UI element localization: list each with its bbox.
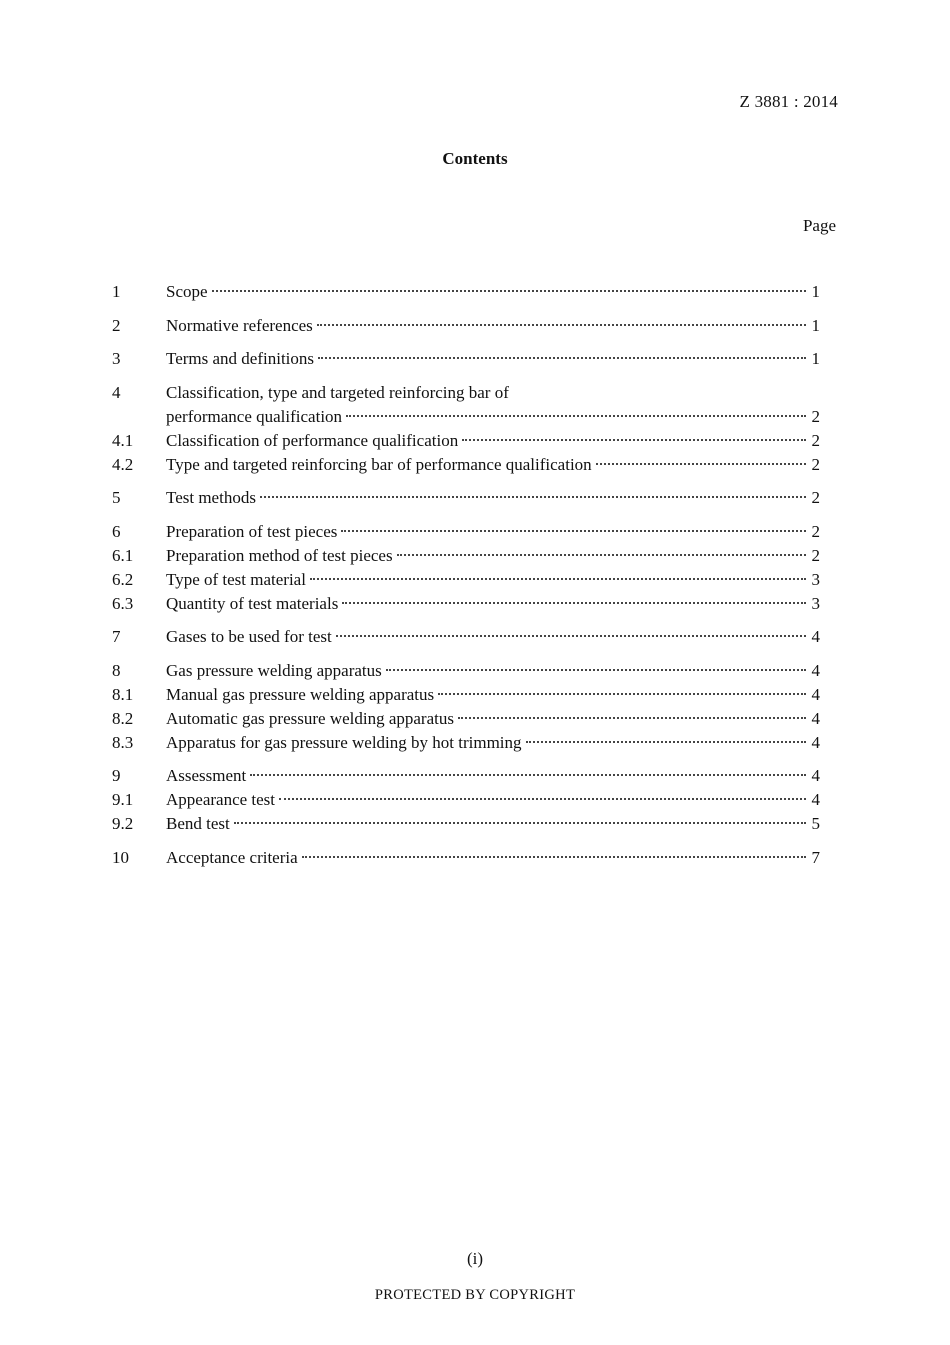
toc-entry-title: Classification, type and targeted reinforcing bar of bbox=[166, 382, 509, 402]
toc-entry[interactable] bbox=[112, 405, 820, 429]
toc-entry[interactable] bbox=[112, 347, 820, 371]
page-column-label: Page bbox=[802, 216, 836, 235]
toc-entry-number: 8.2 bbox=[112, 708, 134, 728]
toc-leader-dots bbox=[260, 496, 806, 498]
toc-entry[interactable] bbox=[112, 429, 820, 453]
toc-entry-number: 1 bbox=[112, 282, 121, 301]
toc-entry-title: Scope bbox=[166, 282, 208, 301]
toc-entry-title: Appearance test bbox=[166, 790, 276, 809]
toc-entry[interactable] bbox=[112, 381, 820, 405]
toc-leader-dots bbox=[279, 798, 806, 800]
toc-entry-page: 4 bbox=[811, 660, 820, 680]
toc-entry-title: Normative references bbox=[166, 315, 313, 335]
toc-entry[interactable] bbox=[112, 453, 820, 477]
toc-entry[interactable] bbox=[112, 659, 820, 683]
toc-entry-number: 3 bbox=[112, 349, 121, 368]
toc-leader-dots bbox=[342, 602, 806, 604]
toc-leader-dots bbox=[234, 822, 806, 824]
toc-entry-page: 4 bbox=[811, 766, 820, 785]
toc-entry-page: 1 bbox=[811, 315, 820, 335]
toc-entry-number: 6.1 bbox=[112, 545, 134, 565]
toc-entry-number: 10 bbox=[112, 847, 129, 867]
toc-leader-dots bbox=[458, 717, 806, 719]
toc-entry[interactable] bbox=[112, 731, 820, 755]
toc-leader-dots bbox=[397, 554, 806, 556]
toc-leader-dots bbox=[317, 324, 806, 326]
toc-entry-title: Quantity of test materials bbox=[166, 593, 339, 613]
toc-entry-title: Gases to be used for test bbox=[166, 627, 332, 646]
toc-entry-number: 6.3 bbox=[112, 593, 134, 613]
toc-entry[interactable] bbox=[112, 486, 820, 510]
toc-entry-page: 4 bbox=[811, 708, 820, 728]
toc-entry-page: 5 bbox=[811, 814, 820, 833]
toc-entry-number: 9.1 bbox=[112, 790, 134, 809]
copyright-notice: PROTECTED BY COPYRIGHT bbox=[374, 1287, 576, 1303]
toc-entry-page: 1 bbox=[811, 349, 820, 368]
toc-entry-page: 3 bbox=[811, 569, 820, 589]
toc-entry-page: 2 bbox=[811, 454, 820, 474]
toc-leader-dots bbox=[302, 856, 806, 858]
toc-entry[interactable] bbox=[112, 544, 820, 568]
toc-entry-number: 4.2 bbox=[112, 454, 134, 474]
toc-entry-title: Assessment bbox=[166, 766, 247, 785]
document-number: Z 3881 : 2014 bbox=[739, 92, 838, 111]
toc-leader-dots bbox=[386, 669, 806, 671]
toc-entry-number: 5 bbox=[112, 488, 121, 507]
toc-entry-number: 2 bbox=[112, 315, 121, 335]
toc-leader-dots bbox=[336, 635, 806, 637]
toc-leader-dots bbox=[212, 290, 806, 292]
toc-entry-title: Bend test bbox=[166, 814, 230, 833]
toc-leader-dots bbox=[526, 741, 806, 743]
toc-entry[interactable] bbox=[112, 707, 820, 731]
toc-entry[interactable] bbox=[112, 568, 820, 592]
toc-entry-page: 2 bbox=[811, 488, 820, 507]
toc-entry[interactable] bbox=[112, 812, 820, 836]
toc-entry-number: 8 bbox=[112, 660, 121, 680]
toc-leader-dots bbox=[250, 774, 806, 776]
table-of-contents bbox=[112, 280, 820, 870]
toc-entry-page: 2 bbox=[811, 521, 820, 541]
page-folio: (i) bbox=[466, 1249, 484, 1268]
toc-entry[interactable] bbox=[112, 683, 820, 707]
toc-entry-number: 6.2 bbox=[112, 569, 134, 589]
toc-entry-number: 4.1 bbox=[112, 430, 134, 450]
toc-entry-title: Preparation of test pieces bbox=[166, 521, 338, 541]
toc-entry[interactable] bbox=[112, 314, 820, 338]
toc-entry-title: performance qualification bbox=[166, 406, 343, 426]
toc-entry-page: 4 bbox=[811, 790, 820, 809]
toc-entry-page: 2 bbox=[811, 545, 820, 565]
toc-entry-page: 4 bbox=[811, 684, 820, 704]
toc-leader-dots bbox=[596, 463, 806, 465]
toc-entry-page: 3 bbox=[811, 593, 820, 613]
toc-entry-title: Acceptance criteria bbox=[166, 847, 298, 867]
toc-entry-title: Classification of performance qualification bbox=[166, 430, 459, 450]
toc-entry-title: Type and targeted reinforcing bar of performance qualification bbox=[166, 454, 592, 474]
toc-leader-dots bbox=[462, 439, 806, 441]
toc-entry-title: Apparatus for gas pressure welding by hot trimming bbox=[166, 732, 522, 752]
toc-entry-number: 6 bbox=[112, 521, 121, 541]
toc-entry-number: 9 bbox=[112, 766, 121, 785]
toc-entry[interactable] bbox=[112, 846, 820, 870]
toc-entry-page: 2 bbox=[811, 430, 820, 450]
page-title: Contents bbox=[442, 149, 508, 168]
toc-entry-page: 1 bbox=[811, 282, 820, 301]
toc-entry[interactable] bbox=[112, 764, 820, 788]
toc-entry-title: Automatic gas pressure welding apparatus bbox=[166, 708, 454, 728]
toc-leader-dots bbox=[438, 693, 806, 695]
toc-entry-page: 2 bbox=[811, 406, 820, 426]
toc-entry[interactable] bbox=[112, 280, 820, 304]
toc-entry[interactable] bbox=[112, 520, 820, 544]
toc-entry-title: Test methods bbox=[166, 488, 256, 507]
toc-entry-number: 8.1 bbox=[112, 684, 134, 704]
toc-entry-page: 7 bbox=[811, 847, 820, 867]
toc-leader-dots bbox=[341, 530, 806, 532]
toc-entry-page: 4 bbox=[811, 732, 820, 752]
toc-entry[interactable] bbox=[112, 625, 820, 649]
toc-entry-number: 8.3 bbox=[112, 732, 134, 752]
toc-leader-dots bbox=[318, 357, 806, 359]
toc-entry[interactable] bbox=[112, 788, 820, 812]
toc-entry-title: Type of test material bbox=[166, 569, 306, 589]
toc-entry-title: Terms and definitions bbox=[166, 349, 315, 368]
toc-entry-title: Preparation method of test pieces bbox=[166, 545, 393, 565]
toc-leader-dots bbox=[310, 578, 806, 580]
toc-entry-number: 7 bbox=[112, 627, 121, 646]
toc-entry-number: 4 bbox=[112, 382, 121, 402]
toc-entry-title: Gas pressure welding apparatus bbox=[166, 660, 382, 680]
toc-leader-dots bbox=[346, 415, 806, 417]
toc-entry-title: Manual gas pressure welding apparatus bbox=[166, 684, 435, 704]
toc-entry-number: 9.2 bbox=[112, 814, 134, 833]
toc-entry-page: 4 bbox=[811, 627, 820, 646]
toc-entry[interactable] bbox=[112, 592, 820, 616]
